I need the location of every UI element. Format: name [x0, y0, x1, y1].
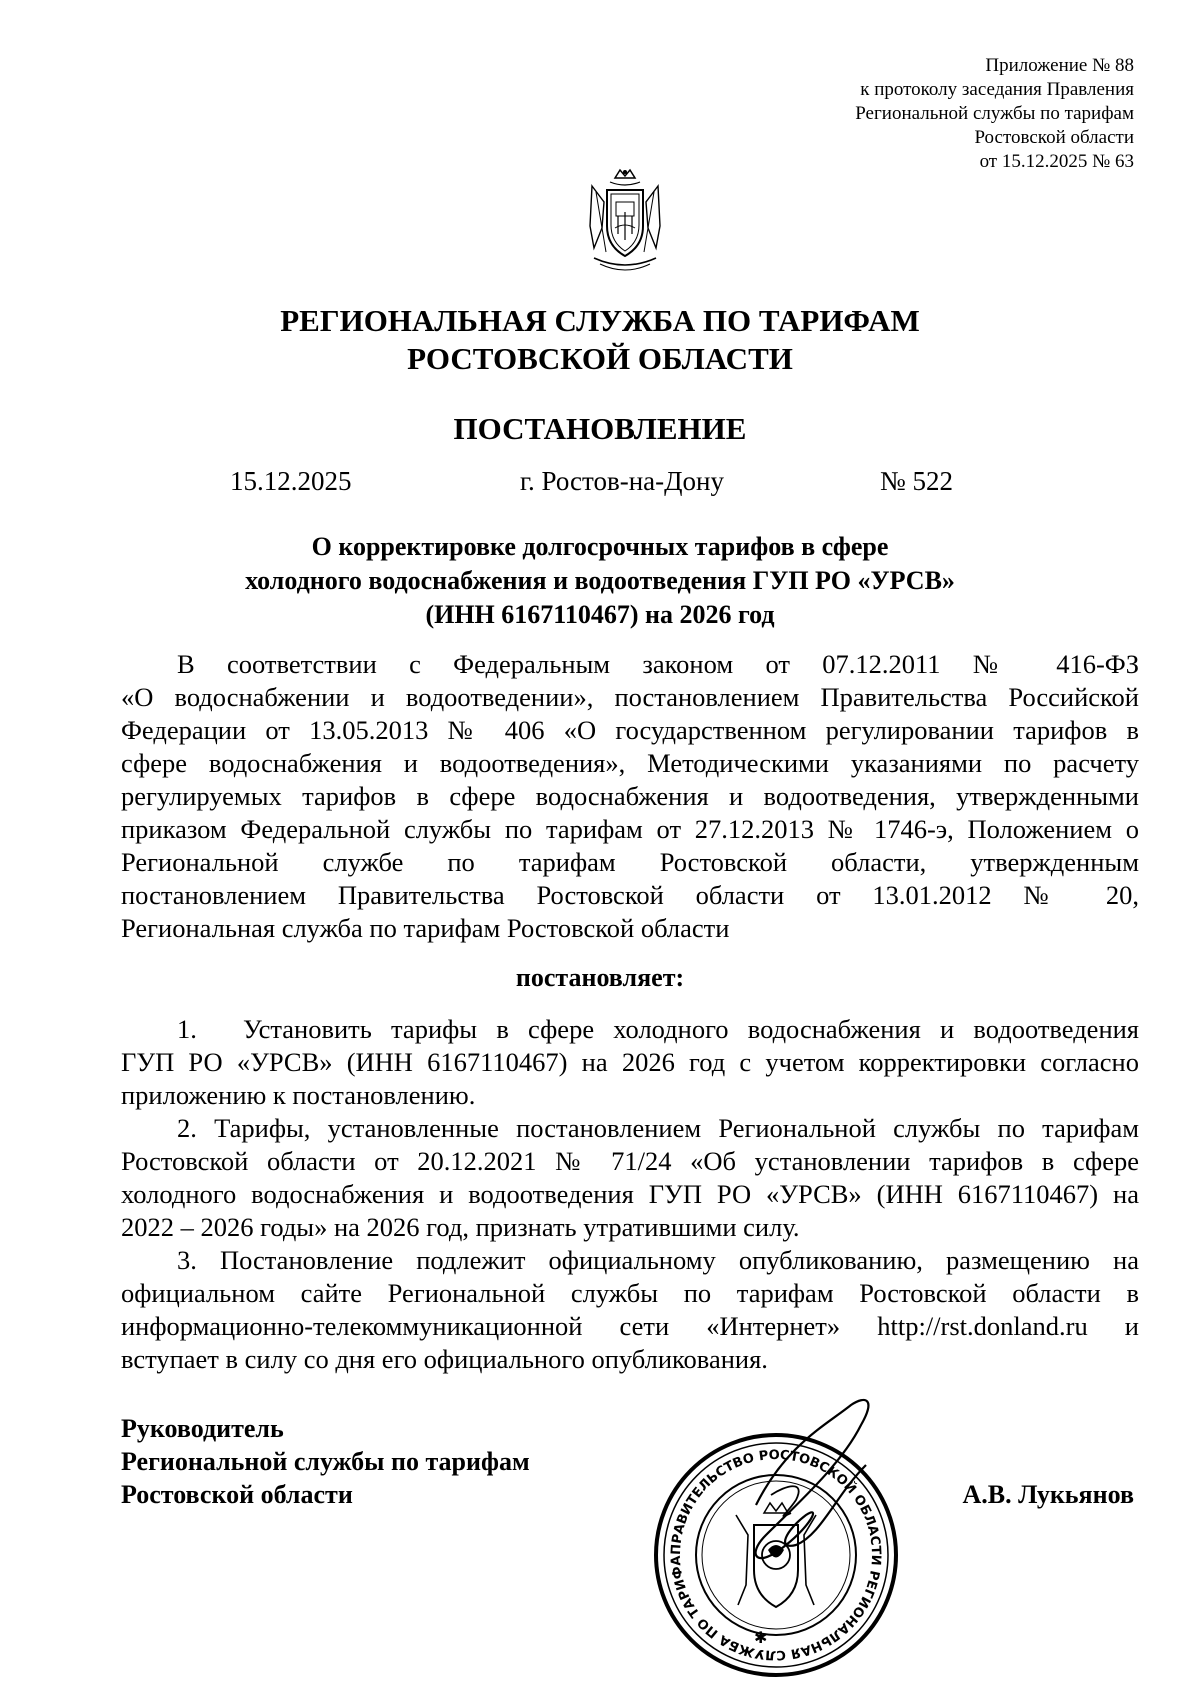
organization-line: РЕГИОНАЛЬНАЯ СЛУЖБА ПО ТАРИФАМ [280, 303, 920, 338]
decree-item-2: 2. Тарифы, установленные постановлением Региональной службы по тарифам Ростовской области от 20.12.2021 № 71/24 «Об установлении тарифов в сфере холодного водоснабжения и водоотведения ГУП РО «УРСВ» (ИНН 6167110467) на 2022 – 2026 годы» на 2026 год, признать утратившими силу. [121, 1113, 1139, 1242]
svg-text:ПРАВИТЕЛЬСТВО РОСТОВСКОЙ ОБЛАС [636, 1385, 883, 1662]
preamble-line: приказом Федеральной службы по тарифам от 27.12.2013 № 1746-э, Положением о [121, 814, 1139, 844]
appendix-line: к протоколу заседания Правления [860, 79, 1134, 100]
decree-item-3: 3. Постановление подлежит официальному опубликованию, размещению на официальном сайте Региональной службы по тарифам Ростовской области в информационно-телекоммуникационной сети «Интернет» http://rst.donland.ru и вступает в силу со дня его официального опубликования. [121, 1245, 1139, 1374]
preamble-line: В соответствии с Федеральным законом от 07.12.2011 № 416-ФЗ [177, 649, 1139, 679]
decree-word: постановляет: [515, 963, 685, 992]
document-subject [0, 530, 1200, 632]
preamble-line: «О водоснабжении и водоотведении», постановлением Правительства Российской [121, 682, 1139, 712]
seal-text: ПРАВИТЕЛЬСТВО РОСТОВСКОЙ ОБЛАСТИ РЕГИОНАЛЬНАЯ СЛУЖБА ПО ТАРИФА [668, 1447, 884, 1663]
official-seal-icon [636, 1385, 936, 1685]
organization-name [0, 302, 1200, 378]
appendix-line: от 15.12.2025 № 63 [979, 151, 1134, 172]
preamble-paragraph [121, 648, 1139, 945]
appendix-line: Приложение № 88 [985, 55, 1134, 76]
decree-items [121, 1013, 1139, 1376]
document-number: № 522 [880, 466, 954, 496]
preamble-line: сфере водоснабжения и водоотведения», Методическими указаниями по расчету [121, 748, 1139, 778]
document-city: г. Ростов-на-Дону [520, 466, 725, 496]
preamble-line: Федерации от 13.05.2013 № 406 «О государственном регулировании тарифов в [121, 715, 1139, 745]
appendix-line: Региональной службы по тарифам [855, 103, 1134, 124]
svg-text:✱: ✱ [754, 1628, 768, 1647]
preamble-line: регулируемых тарифов в сфере водоснабжения и водоотведения, утвержденными [121, 781, 1139, 811]
appendix-line: Ростовской области [974, 127, 1134, 148]
signatory-title-line: Ростовской области [121, 1480, 353, 1509]
item-number: 1. [177, 1014, 197, 1044]
signatory-name: А.В. Лукьянов [962, 1480, 1134, 1509]
coat-of-arms-icon [580, 168, 670, 278]
signatory-title-line: Руководитель [121, 1414, 284, 1443]
decree-item-1: 1. Установить тарифы в сфере холодного водоснабжения и водоотведения ГУП РО «УРСВ» (ИНН 6167110467) на 2026 год с учетом корректировки согласно приложению к постановлению. [121, 1014, 1139, 1110]
signatory-title [121, 1412, 530, 1511]
preamble-line: Региональная служба по тарифам Ростовской области [121, 913, 730, 943]
subject-line: (ИНН 6167110467) на 2026 год [425, 600, 775, 629]
preamble-line: Региональной службе по тарифам Ростовской области, утвержденным [121, 847, 1139, 877]
preamble-line: постановлением Правительства Ростовской области от 13.01.2012 № 20, [121, 880, 1139, 910]
document-type-heading: ПОСТАНОВЛЕНИЕ [453, 411, 747, 446]
subject-line: О корректировке долгосрочных тарифов в сфере [311, 532, 889, 561]
signatory-title-line: Региональной службы по тарифам [121, 1447, 530, 1476]
document-date: 15.12.2025 [230, 466, 352, 496]
appendix-reference [855, 54, 1134, 174]
organization-line: РОСТОВСКОЙ ОБЛАСТИ [407, 341, 793, 376]
subject-line: холодного водоснабжения и водоотведения ГУП РО «УРСВ» [245, 566, 955, 595]
